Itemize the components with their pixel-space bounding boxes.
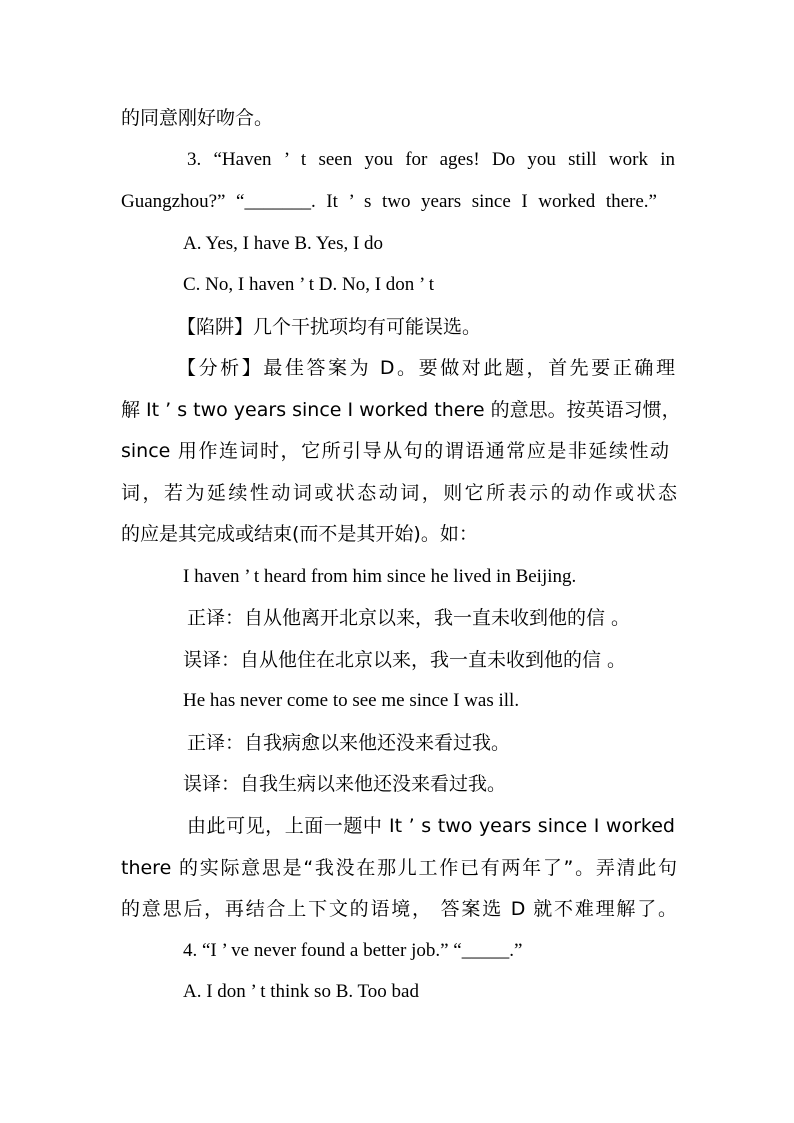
analysis-line-4: 词，若为延续性动词或状态动词，则它所表示的动作或状态: [121, 482, 677, 504]
example-1-correct-translation: 正译：自从他离开北京以来，我一直未收到他的信 。: [187, 607, 631, 629]
question-3-line-1: 3. “Haven ’ t seen you for ages! Do you still work in: [187, 149, 675, 170]
question-4-line-1: 4. “I ’ ve never found a better job.” “_____.”: [183, 940, 523, 961]
question-4-options: A. I don ’ t think so B. Too bad: [183, 981, 419, 1002]
example-1-wrong-translation: 误译：自从他住在北京以来，我一直未收到他的信 。: [183, 649, 627, 671]
question-3-line-2: Guangzhou?” “_______. It ’ s two years since I worked there.”: [121, 191, 657, 212]
example-2-english: He has never come to see me since I was ill.: [183, 690, 520, 711]
analysis-line-1: 【分析】最佳答案为 D。要做对此题，首先要正确理: [177, 357, 675, 379]
analysis-line-2: 解 It ’ s two years since I worked there 的意思。按英语习惯，: [121, 399, 681, 421]
text-line-1: 的同意刚好吻合。: [121, 107, 274, 129]
example-2-wrong-translation: 误译：自我生病以来他还没来看过我。: [183, 773, 507, 795]
analysis-line-5: 的应是其完成或结束(而不是其开始)。如：: [121, 523, 478, 545]
conclusion-line-2: there 的实际意思是“我没在那儿工作已有两年了”。弄清此句: [121, 857, 677, 879]
question-3-options-ab: A. Yes, I have B. Yes, I do: [183, 233, 384, 254]
example-1-english: I haven ’ t heard from him since he lived in Beijing.: [183, 566, 577, 587]
conclusion-line-3: 的意思后，再结合上下文的语境， 答案选 D 就不难理解了。: [121, 898, 677, 920]
example-2-correct-translation: 正译：自我病愈以来他还没来看过我。: [187, 732, 511, 754]
trap-note: 【陷阱】几个干扰项均有可能误选。: [177, 316, 482, 338]
conclusion-line-1: 由此可见，上面一题中 It ’ s two years since I worked: [187, 815, 675, 837]
question-3-options-cd: C. No, I haven ’ t D. No, I don ’ t: [183, 274, 434, 295]
analysis-line-3: since 用作连词时，它所引导从句的谓语通常应是非延续性动: [121, 440, 669, 462]
